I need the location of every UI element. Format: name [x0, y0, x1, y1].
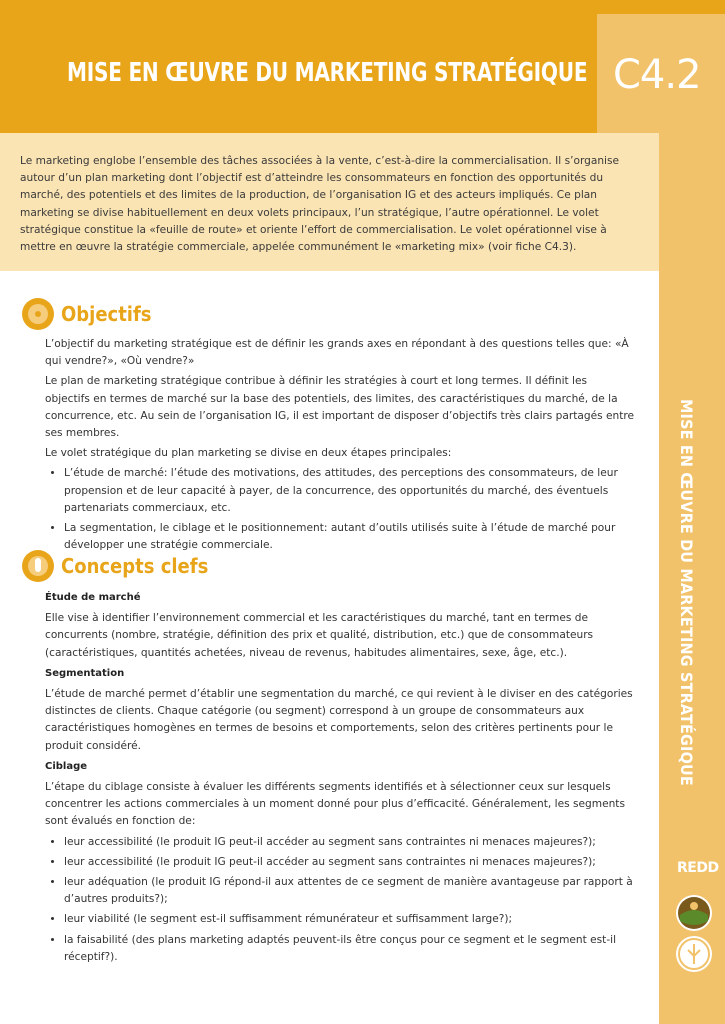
page-title: MISE EN ŒUVRE DU MARKETING STRATÉGIQUE: [67, 58, 588, 88]
objectifs-paragraph: Le plan de marketing stratégique contribue à définir les stratégies à court et long termes. Il définit les objectifs en termes de marché sur la base des potentiels, des limites, des caractéristiques du marché, de la concurrence, etc. Au sein de l’organisation IG, il est important de disposer d’objectifs très clairs partagés entre ses membres.: [45, 375, 635, 440]
objectifs-paragraph: Le volet stratégique du plan marketing se divise en deux étapes principales:: [45, 447, 452, 460]
redd-logo: REDD: [677, 860, 719, 876]
objectifs-paragraph: L’objectif du marketing stratégique est de définir les grands axes en répondant à des questions telles que: «À qui vendre?», «Où vendre?»: [45, 338, 629, 368]
lock-icon-keyhole: [35, 558, 41, 572]
list-item: • la faisabilité (des plans marketing adaptés peuvent-ils être conçus pour ce segment et le segment est-il réceptif?).: [64, 932, 635, 966]
objectifs-list: [45, 465, 635, 554]
intro-band: [0, 133, 659, 271]
landscape-icon: [676, 895, 712, 931]
concepts-paragraph: Elle vise à identifier l’environnement commercial et les caractéristiques du marché, tant en termes de concurrents (nombre, stratégie, définition des prix et qualité, distribution, etc.) que de consommateurs (caractéristiques, quantités achetées, niveau de revenus, habitudes alimentaires, sexe, âge, etc.).: [45, 612, 594, 659]
sheet-code-box: [597, 14, 725, 133]
list-item: • leur viabilité (le segment est-il suffisamment rémunérateur et suffisamment large?);: [64, 911, 635, 928]
list-item: • leur adéquation (le produit IG répond-il aux attentes de ce segment de manière avantageuse par rapport à d’autres produits?);: [64, 874, 635, 908]
list-item: • leur accessibilité (le produit IG peut-il accéder au segment sans contraintes ni menaces majeures?);: [64, 854, 635, 871]
objectifs-title: Objectifs: [61, 302, 152, 326]
subheading-etude: Étude de marché: [45, 592, 141, 603]
sheet-code: C4.2: [613, 52, 701, 98]
target-icon-center: [35, 311, 41, 317]
concepts-body: [45, 589, 635, 969]
concepts-title: Concepts clefs: [61, 554, 209, 578]
fao-emblem-icon: [676, 936, 712, 972]
list-item: • leur accessibilité (le produit IG peut-il accéder au segment sans contraintes ni menaces majeures?);: [64, 834, 635, 851]
ciblage-list: [45, 834, 635, 966]
objectifs-body: [45, 336, 635, 557]
fao-logo: [676, 936, 712, 972]
subheading-segmentation: Segmentation: [45, 667, 125, 679]
intro-text: Le marketing englobe l’ensemble des tâches associées à la vente, c’est-à-dire la commercialisation. Il s’organise autour d’un plan marketing dont l’objectif est d’atteindre les consommateurs en fonction des opportunités du marché, des potentiels et des limites de la production, de l’organisation IG et des acteurs impliqués. Ce plan marketing se divise habituellement en deux volets principaux, l’un stratégique, l’autre opérationnel. Le volet stratégique constitue la «feuille de route» et oriente l’effort de commercialisation. Le volet opérationnel vise à mettre en œuvre la stratégie commerciale, appelée communément le «marketing mix» (voir fiche C4.3).: [20, 155, 620, 254]
concepts-paragraph: L’étape du ciblage consiste à évaluer les différents segments identifiés et à sélectionner ceux sur lesquels concentrer les actions commerciales à un moment donné pour plus d’efficacité. Généralement, les segments sont évalués en fonction de:: [45, 781, 625, 828]
list-item: • L’étude de marché: l’étude des motivations, des attitudes, des perceptions des consommateurs, de leur propension et de leur capacité à payer, de la concurrence, des opportunités du marché, des éventuels partenariats commerciaux, etc.: [64, 465, 635, 517]
sidebar-title: MISE EN ŒUVRE DU MARKETING STRATÉGIQUE: [677, 399, 696, 786]
subheading-ciblage: Ciblage: [45, 760, 88, 772]
concepts-paragraph: L’étude de marché permet d’établir une segmentation du marché, ce qui revient à le diviser en des catégories distinctes de clients. Chaque catégorie (ou segment) correspond à un groupe de consommateurs aux caractéristiques homogènes en termes de besoins et comportements, selon des critères pertinents pour le produit considéré.: [45, 688, 633, 752]
emblem-logo: [676, 895, 712, 931]
list-item: • La segmentation, le ciblage et le positionnement: autant d’outils utilisés suite à l’étude de marché pour développer une stratégie commerciale.: [64, 520, 635, 554]
